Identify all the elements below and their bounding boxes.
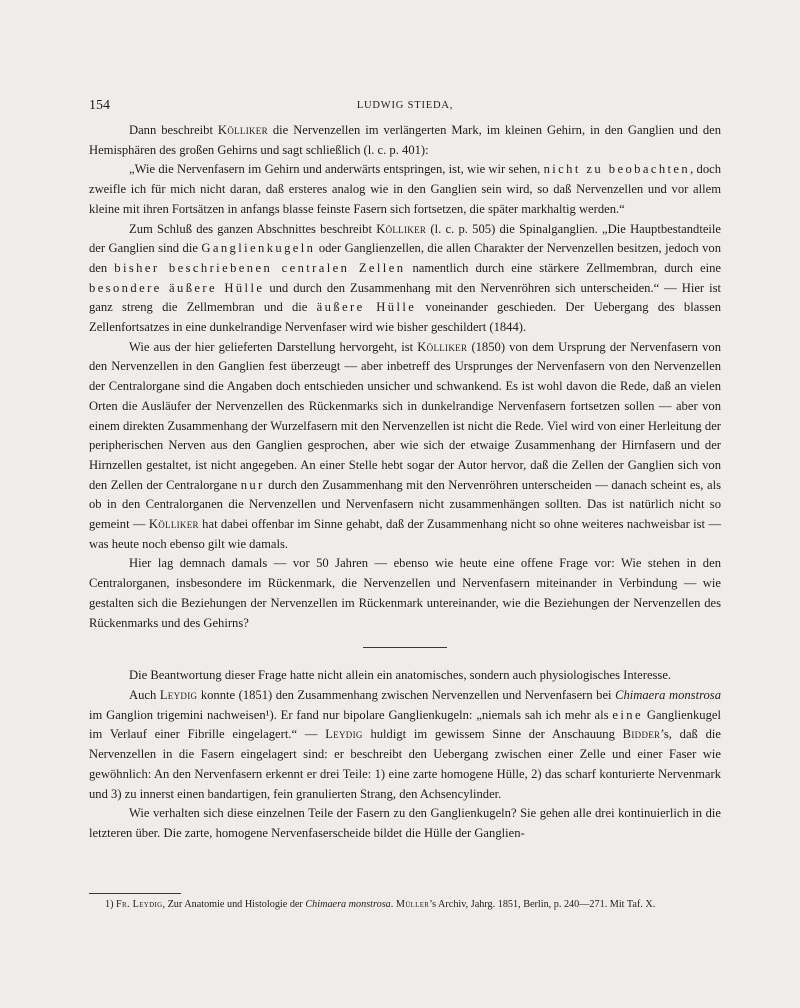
- text-run: .: [390, 899, 396, 910]
- emphasized-text: besondere äußere Hülle: [89, 280, 265, 295]
- author-name: Kölliker: [217, 123, 268, 137]
- text-run: Die Beantwortung dieser Frage hatte nicht allein ein anatomisches, sondern auch physiologisches Interesse.: [129, 668, 672, 683]
- paragraph: [89, 666, 721, 686]
- paragraph: [89, 804, 721, 843]
- paragraph: [89, 686, 721, 804]
- footnote-rule: [89, 893, 181, 894]
- paragraph: [89, 554, 721, 633]
- author-name: Kölliker: [148, 517, 199, 532]
- emphasized-text: Ganglienkugeln: [201, 241, 316, 256]
- emphasized-text: nur: [240, 477, 265, 492]
- text-run: voneinander geschieden. Der Uebergang des blassen Zellenfortsatzes in eine dunkelrandige Nervenfaser wird wie bisher geschildert (1844).: [89, 300, 721, 335]
- text-run: Zum Schluß des ganzen Abschnittes beschreibt: [129, 221, 377, 236]
- author-name: Leydig: [159, 687, 198, 702]
- emphasized-text: eine: [612, 707, 643, 722]
- footnote-text: [89, 898, 721, 913]
- text-run: oder Ganglienzellen, die allen Charakter der Nervenzellen besitzen, jedoch von den: [89, 241, 722, 275]
- paragraph: [89, 121, 721, 160]
- text-run: (l. c. p. 505) die Spinalganglien. „Die Hauptbestandteile der Ganglien sind die: [89, 221, 721, 256]
- text-run: im Ganglion trigemini nachweisen¹). Er fand nur bipolare Ganglienkugeln: „niemals sah ich mehr als: [89, 707, 613, 722]
- text-run: durch den Zusammenhang mit den Nervenröhren unterscheiden — danach scheint es, als ob in den Centralorganen die Nervenzellen und Nervenfasern nicht zusammenhängen sollten. Das ist natürlich nicht so gemeint —: [89, 477, 721, 532]
- text-run: Auch: [129, 687, 160, 702]
- emphasized-text: äußere Hülle: [316, 300, 417, 315]
- emphasized-text: nicht zu beobachten: [543, 162, 691, 177]
- text-run: hat dabei offenbar im Sinne gehabt, daß der Zusammenhang nicht so ohne weiteres nachweisbar ist — was heute noch ebenso gilt wie damals.: [89, 517, 721, 551]
- text-run: (1850) von dem Ursprung der Nervenfasern von den Nervenzellen in den Ganglien fest überzeugt — aber inbetreff des Ursprunges der Nervenfasern von den Nervenzellen der Centralorgane sind die Angaben doch entschieden unsicher und schwankend. Es ist wohl davon die Rede, daß an vielen Orten die Ausläufer der Nervenzellen des Rückenmarks sich in dunkelrandige Nervenfasern fortsetzen sollen — aber von einem direkten Zusammenhang der Wurzelfasern mit den Nervenzellen ist nicht die Rede. Viel wird von einer Herleitung der peripherischen Nerven aus den Ganglien gesprochen, aber wie sich der etwaige Zusammenhang der Hirnfasern und der Hirnzellen gestaltet, ist nicht angegeben. An einer Stelle hebt sogar der Autor hervor, daß die Zellen der Ganglien sich von den Zellen der Centralorgane: [89, 339, 721, 492]
- text-run: „Wie die Nervenfasern im Gehirn und anderwärts entspringen, ist, wie wir sehen,: [129, 162, 544, 177]
- paragraph: [89, 338, 721, 555]
- page-header: [89, 98, 721, 116]
- text-run: Wie aus der hier gelieferten Darstellung hervorgeht, ist: [129, 339, 418, 354]
- text-run: und durch den Zusammenhang mit den Nervenröhren sich unterscheiden.“ — Hier ist ganz streng die Zellmembran und die: [89, 280, 721, 315]
- text-run: , doch zweifle ich für mich nicht daran, daß ersteres analog wie in den Ganglien sein wird, so daß Nervenzellen und vor allem kleine mit ihren Fortsätzen in anfangs blasse feinste Fasern sich fortsetzen, die später markhaltig werden.“: [89, 162, 722, 216]
- page-number: 154: [89, 98, 110, 113]
- author-name: Kölliker: [417, 339, 468, 354]
- text-run: ’s, daß die Nervenzellen in die Fasern eingelagert sind: er beschreibt den Uebergang zwischen einer Zelle und einer Faser wie gewöhnlich: An den Nervenfasern erkennt er drei Teile: 1) eine zarte homogene Hülle, 2) das scharf konturierte Nervenmark und 3) zu innerst einen bandartigen, fein granulierten Strang, den Achsencylinder.: [89, 727, 721, 801]
- body-text: [89, 121, 721, 844]
- emphasized-text: bisher beschriebenen centralen Zellen: [114, 260, 406, 275]
- text-run: die Nervenzellen im verlängerten Mark, im kleinen Gehirn, in den Ganglien und den Hemisphären des großen Gehirns und sagt schließlich (l. c. p. 401):: [89, 123, 722, 157]
- author-name: Kölliker: [376, 221, 427, 236]
- species-name: Chimaera monstrosa: [305, 899, 391, 910]
- text-run: Wie verhalten sich diese einzelnen Teile der Fasern zu den Ganglienkugeln? Sie gehen alle drei kontinuierlich in die letzteren über. Die zarte, homogene Nervenfaserscheide bildet die Hülle der Ganglien-: [89, 806, 721, 840]
- text-run: Ganglienkugel im Verlauf einer Fibrille eingelagert.“ —: [89, 707, 721, 742]
- section-divider: [363, 647, 447, 648]
- species-name: Chimaera monstrosa: [615, 687, 722, 702]
- text-run: huldigt im gewissem Sinne der Anschauung: [362, 727, 623, 742]
- text-run: konnte (1851) den Zusammenhang zwischen Nervenzellen und Nervenfasern bei: [197, 687, 616, 702]
- author-name: Fr. Leydig: [116, 899, 163, 910]
- text-run: Dann beschreibt: [129, 123, 218, 137]
- author-name: Leydig: [325, 727, 363, 742]
- running-title: LUDWIG STIEDA,: [356, 100, 454, 111]
- text-run: , Zur Anatomie und Histologie der: [162, 899, 306, 910]
- paragraph: [89, 220, 721, 338]
- author-name: Müller: [395, 899, 430, 910]
- text-run: ’s Archiv, Jahrg. 1851, Berlin, p. 240—271. Mit Taf. X.: [429, 899, 656, 910]
- author-name: Bidder: [622, 727, 661, 742]
- footnote: [89, 898, 721, 913]
- text-run: 1): [105, 899, 117, 910]
- text-run: namentlich durch eine stärkere Zellmembran, durch eine: [405, 260, 721, 275]
- paragraph: [89, 160, 721, 219]
- text-run: Hier lag demnach damals — vor 50 Jahren — ebenso wie heute eine offene Frage vor: Wie stehen in den Centralorganen, insbesondere im Rückenmark, die Nervenzellen und Nervenfasern miteinander in Verbindung — wie gestalten sich die Beziehungen der Nervenzellen im Rückenmark untereinander, wie die Beziehungen der Nervenzellen des Rückenmarks und des Gehirns?: [89, 556, 721, 630]
